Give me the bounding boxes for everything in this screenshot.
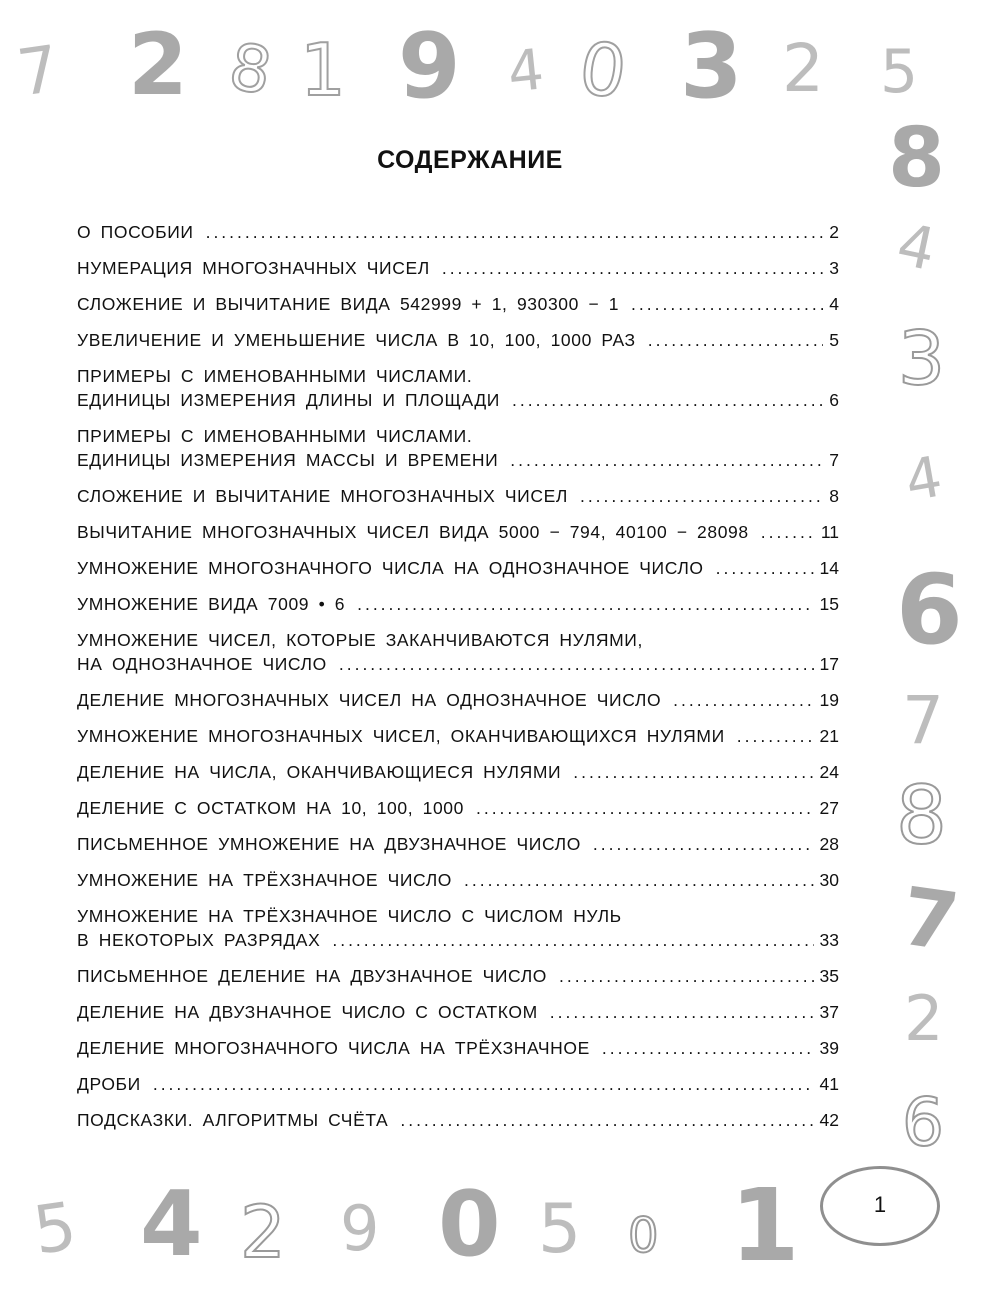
toc-entry[interactable] (77, 520, 839, 544)
dot-leader (206, 220, 824, 244)
toc-entry-text: ПИСЬМЕННОЕ ДЕЛЕНИЕ НА ДВУЗНАЧНОЕ ЧИСЛО (77, 966, 548, 986)
toc-page-number: 24 (819, 762, 839, 782)
dot-leader (573, 760, 813, 784)
toc-entry[interactable] (77, 292, 839, 316)
dot-leader (400, 1108, 813, 1132)
toc-entry[interactable] (77, 724, 839, 748)
dot-leader (442, 256, 823, 280)
toc-entry-text: ПОДСКАЗКИ. АЛГОРИТМЫ СЧЁТА (77, 1110, 389, 1130)
toc-entry-text: УМНОЖЕНИЕ НА ТРЁХЗНАЧНОЕ ЧИСЛО С ЧИСЛОМ НУЛЬ (77, 906, 622, 926)
toc-entry[interactable] (77, 760, 839, 784)
dot-leader (357, 592, 813, 616)
toc-entry-line (77, 1072, 839, 1096)
toc-entry[interactable] (77, 592, 839, 616)
toc-page-number: 37 (819, 1002, 839, 1022)
toc-entry-line (77, 1000, 839, 1024)
toc-page-number: 15 (819, 594, 839, 614)
dot-leader (716, 556, 814, 580)
toc-entry-text: ДЕЛЕНИЕ С ОСТАТКОМ НА 10, 100, 1000 (77, 798, 464, 818)
toc-entry[interactable] (77, 1000, 839, 1024)
decor-digit: 9 (340, 1192, 380, 1265)
toc-entry[interactable] (77, 868, 839, 892)
decor-digit: 2 (782, 30, 824, 107)
toc-entry-text: О ПОСОБИИ (77, 222, 194, 242)
decor-digit: 7 (895, 869, 964, 970)
toc-page-number: 11 (820, 522, 839, 542)
toc-page-number: 42 (819, 1110, 839, 1130)
toc-entry-line (77, 520, 839, 544)
dot-leader (593, 832, 814, 856)
toc-entry-text: В НЕКОТОРЫХ РАЗРЯДАХ (77, 930, 321, 950)
decor-digit: 4 (504, 37, 547, 106)
toc-entry-line (77, 832, 839, 856)
decor-digit: 6 (902, 1084, 944, 1161)
toc-page-number: 28 (819, 834, 839, 854)
decor-digit: 8 (223, 30, 277, 110)
toc-entry-text: ПРИМЕРЫ С ИМЕНОВАННЫМИ ЧИСЛАМИ. (77, 366, 473, 386)
toc-entry-line (77, 964, 839, 988)
toc-entry-line (77, 256, 839, 280)
toc-entry-line (77, 724, 839, 748)
toc-entry[interactable] (77, 904, 839, 952)
toc-entry-text: СЛОЖЕНИЕ И ВЫЧИТАНИЕ МНОГОЗНАЧНЫХ ЧИСЕЛ (77, 486, 568, 506)
toc-entry-text: УМНОЖЕНИЕ МНОГОЗНАЧНОГО ЧИСЛА НА ОДНОЗНАЧНОЕ ЧИСЛО (77, 558, 704, 578)
toc-entry-text: ПИСЬМЕННОЕ УМНОЖЕНИЕ НА ДВУЗНАЧНОЕ ЧИСЛО (77, 834, 581, 854)
toc-entry[interactable] (77, 484, 839, 508)
decor-digit: 3 (898, 316, 946, 402)
toc-entry-line (77, 448, 839, 472)
toc-entry-text: ЕДИНИЦЫ ИЗМЕРЕНИЯ МАССЫ И ВРЕМЕНИ (77, 450, 499, 470)
toc-entry[interactable] (77, 964, 839, 988)
toc-page-number: 21 (819, 726, 839, 746)
toc-entry[interactable] (77, 1108, 839, 1132)
toc-entry-text: УВЕЛИЧЕНИЕ И УМЕНЬШЕНИЕ ЧИСЛА В 10, 100, 1000 РАЗ (77, 330, 636, 350)
toc-entry-line (77, 760, 839, 784)
decor-digit: 0 (438, 1172, 501, 1277)
dot-leader (512, 388, 823, 412)
toc-page-number: 4 (829, 294, 839, 314)
toc-entry-line (77, 868, 839, 892)
toc-entry[interactable] (77, 220, 839, 244)
toc-page-number: 14 (819, 558, 839, 578)
toc-entry-text: ДЕЛЕНИЕ МНОГОЗНАЧНОГО ЧИСЛА НА ТРЁХЗНАЧНОЕ (77, 1038, 590, 1058)
decor-digit: 3 (680, 14, 743, 119)
toc-page-number: 19 (819, 690, 839, 710)
page-title: СОДЕРЖАНИЕ (377, 146, 563, 174)
toc-entry[interactable] (77, 328, 839, 352)
toc-entry[interactable] (77, 832, 839, 856)
page-number: 1 (873, 1192, 887, 1217)
decor-digit: 0 (628, 1208, 659, 1264)
toc-entry-text: ВЫЧИТАНИЕ МНОГОЗНАЧНЫХ ЧИСЕЛ ВИДА 5000 − 794, 40100 − 28098 (77, 522, 749, 542)
toc-entry-line (77, 388, 839, 412)
decor-digit: 4 (891, 209, 942, 285)
toc-entry[interactable] (77, 256, 839, 280)
toc-page-number: 30 (819, 870, 839, 890)
toc-entry-line (77, 292, 839, 316)
toc-entry[interactable] (77, 628, 839, 676)
toc-entry[interactable] (77, 688, 839, 712)
toc-page-number: 41 (819, 1074, 839, 1094)
decor-digit: 9 (398, 14, 461, 119)
dot-leader (648, 328, 824, 352)
toc-entry-text: ЕДИНИЦЫ ИЗМЕРЕНИЯ ДЛИНЫ И ПЛОЩАДИ (77, 390, 500, 410)
toc-entry-text: УМНОЖЕНИЕ ВИДА 7009 • 6 (77, 594, 346, 614)
toc-entry-line (77, 688, 839, 712)
toc-entry-line (77, 484, 839, 508)
toc-entry-line (77, 796, 839, 820)
toc-entry-line (77, 328, 839, 352)
decor-digit: 1 (730, 1167, 800, 1284)
toc-page-number: 33 (819, 930, 839, 950)
decor-digit: 7 (13, 32, 64, 112)
toc-entry-text: ДЕЛЕНИЕ НА ЧИСЛА, ОКАНЧИВАЮЩИЕСЯ НУЛЯМИ (77, 762, 562, 782)
toc-entry-text: СЛОЖЕНИЕ И ВЫЧИТАНИЕ ВИДА 542999 + 1, 930300 − 1 (77, 294, 620, 314)
decor-digit: 5 (538, 1190, 582, 1269)
dot-leader (332, 928, 813, 952)
toc-entry-line (77, 1036, 839, 1060)
toc-page-number: 7 (829, 450, 839, 470)
toc-page-number: 17 (819, 654, 839, 674)
toc-entry-text: УМНОЖЕНИЕ ЧИСЕЛ, КОТОРЫЕ ЗАКАНЧИВАЮТСЯ НУЛЯМИ, (77, 630, 643, 650)
dot-leader (602, 1036, 814, 1060)
decor-digit: 5 (28, 1187, 82, 1270)
dot-leader (476, 796, 814, 820)
toc-entry-text: УМНОЖЕНИЕ НА ТРЁХЗНАЧНОЕ ЧИСЛО (77, 870, 453, 890)
toc-entry-text: ПРИМЕРЫ С ИМЕНОВАННЫМИ ЧИСЛАМИ. (77, 426, 473, 446)
toc-entry-line (77, 220, 839, 244)
toc-entry-text: ДЕЛЕНИЕ НА ДВУЗНАЧНОЕ ЧИСЛО С ОСТАТКОМ (77, 1002, 538, 1022)
dot-leader (153, 1072, 814, 1096)
toc-entry[interactable] (77, 1072, 839, 1096)
toc-entry-text: ДЕЛЕНИЕ МНОГОЗНАЧНЫХ ЧИСЕЛ НА ОДНОЗНАЧНОЕ ЧИСЛО (77, 690, 662, 710)
toc-page-number: 6 (829, 390, 839, 410)
toc-entry-text: ДРОБИ (77, 1074, 141, 1094)
decor-digit: 2 (240, 1190, 286, 1274)
decor-digit: 5 (880, 37, 919, 107)
toc-page-number: 5 (829, 330, 839, 350)
toc-entry-line (77, 652, 839, 676)
decor-digit: 2 (904, 982, 944, 1055)
toc-page-number: 39 (819, 1038, 839, 1058)
toc-entry[interactable] (77, 424, 839, 472)
dot-leader (559, 964, 814, 988)
decor-digit: 2 (128, 15, 188, 115)
decor-digit: 4 (900, 444, 947, 515)
dot-leader (550, 1000, 814, 1024)
toc-entry[interactable] (77, 556, 839, 580)
toc-page-number: 3 (829, 258, 839, 278)
toc-page-number: 8 (829, 486, 839, 506)
decor-digit: 8 (888, 111, 946, 206)
decor-digit: 6 (896, 554, 963, 666)
decor-digit: 1 (300, 28, 346, 112)
decor-digit: 4 (140, 1172, 203, 1277)
toc-entry-text: НА ОДНОЗНАЧНОЕ ЧИСЛО (77, 654, 327, 674)
toc-page-number: 35 (819, 966, 839, 986)
toc-entry-line (77, 1108, 839, 1132)
toc-entry[interactable] (77, 796, 839, 820)
table-of-contents (77, 220, 839, 1144)
decor-digit: 8 (896, 769, 947, 862)
dot-leader (673, 688, 813, 712)
dot-leader (510, 448, 823, 472)
toc-entry[interactable] (77, 1036, 839, 1060)
decor-digit: 0 (574, 25, 632, 115)
dot-leader (580, 484, 823, 508)
toc-entry[interactable] (77, 364, 839, 412)
decor-digit: 7 (902, 682, 944, 759)
dot-leader (631, 292, 823, 316)
toc-entry-text: УМНОЖЕНИЕ МНОГОЗНАЧНЫХ ЧИСЕЛ, ОКАНЧИВАЮЩИХСЯ НУЛЯМИ (77, 726, 725, 746)
dot-leader (464, 868, 814, 892)
toc-entry-text: НУМЕРАЦИЯ МНОГОЗНАЧНЫХ ЧИСЕЛ (77, 258, 430, 278)
toc-entry-line (77, 928, 839, 952)
toc-page-number: 2 (829, 222, 839, 242)
toc-entry-line (77, 556, 839, 580)
toc-page-number: 27 (819, 798, 839, 818)
dot-leader (737, 724, 814, 748)
toc-entry-line (77, 592, 839, 616)
dot-leader (761, 520, 815, 544)
dot-leader (339, 652, 814, 676)
